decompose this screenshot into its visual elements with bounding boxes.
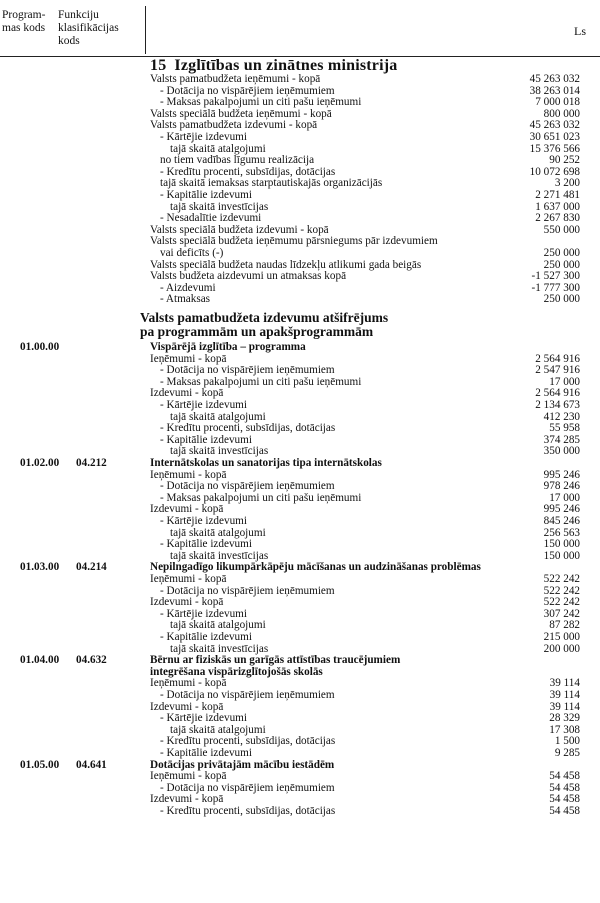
row-label: Ieņēmumi - kopā xyxy=(150,770,227,783)
row-value: 1 500 xyxy=(554,735,580,748)
row-label: Izdevumi - kopā xyxy=(150,700,224,713)
table-row xyxy=(0,608,600,620)
function-code: 04.212 xyxy=(76,457,107,469)
row-label: - Kapitālie izdevumi xyxy=(160,189,252,201)
row-value: 39 114 xyxy=(549,700,580,713)
table-row xyxy=(0,677,600,689)
row-value: 54 458 xyxy=(549,793,580,806)
row-label: Valsts pamatbudžeta ieņēmumi - kopā xyxy=(150,73,321,85)
row-label: Valsts budžeta aizdevumi un atmaksas kopā xyxy=(150,270,347,283)
row-value: 307 242 xyxy=(543,607,580,620)
section-title-line: Valsts pamatbudžeta izdevumu atšifrējums xyxy=(140,310,389,325)
row-label: Ieņēmumi - kopā xyxy=(150,468,227,481)
table-row xyxy=(0,293,600,305)
row-value: 522 242 xyxy=(543,573,580,585)
row-value: 10 072 698 xyxy=(529,165,580,178)
row-value: 256 563 xyxy=(543,526,580,539)
table-row xyxy=(0,596,600,608)
row-label: - Dotācija no vispārējiem ieņēmumiem xyxy=(160,689,335,701)
row-value: 17 308 xyxy=(549,723,580,736)
table-row xyxy=(0,166,600,178)
row-label: Valsts speciālā budžeta naudas līdzekļu atlikumi gada beigās xyxy=(150,258,422,271)
table-row xyxy=(0,399,600,411)
row-value: 87 282 xyxy=(549,619,580,632)
row-label: - Aizdevumi xyxy=(160,281,216,294)
table-row xyxy=(0,119,600,131)
table-row xyxy=(0,712,600,724)
row-value: 2 564 916 xyxy=(535,352,580,365)
table-row xyxy=(0,515,600,527)
row-label: - Maksas pakalpojumi un citi pašu ieņēmumi xyxy=(160,96,362,109)
program-heading xyxy=(0,654,600,666)
table-row xyxy=(0,538,600,550)
row-label: - Kapitālie izdevumi xyxy=(160,538,252,551)
row-label: Izdevumi - kopā xyxy=(150,596,224,609)
function-code: 04.641 xyxy=(76,758,107,771)
row-label: no tiem vadības līgumu realizācija xyxy=(160,154,315,167)
row-value: 1 637 000 xyxy=(535,200,580,213)
table-row xyxy=(0,550,600,562)
table-row xyxy=(0,364,600,376)
row-value: 800 000 xyxy=(543,107,580,120)
row-label: - Dotācija no vispārējiem ieņēmumiem xyxy=(160,480,335,493)
row-label: - Dotācija no vispārējiem ieņēmumiem xyxy=(160,84,335,97)
table-row xyxy=(0,619,600,631)
header-divider xyxy=(145,6,146,54)
table-row xyxy=(0,480,600,492)
function-code: 04.214 xyxy=(76,561,107,574)
row-label: - Dotācija no vispārējiem ieņēmumiem xyxy=(160,781,335,794)
row-label: tajā skaitā atalgojumi xyxy=(170,142,266,155)
row-value: 15 376 566 xyxy=(529,142,580,155)
table-row xyxy=(0,282,600,294)
table-row xyxy=(0,411,600,423)
table-row xyxy=(0,224,600,236)
table-row xyxy=(0,131,600,143)
row-label: Valsts speciālā budžeta izdevumi - kopā xyxy=(150,223,329,236)
row-label: - Dotācija no vispārējiem ieņēmumiem xyxy=(160,584,335,597)
row-label: - Kredītu procenti, subsīdijas, dotācijas xyxy=(160,165,336,178)
row-label: - Kārtējie izdevumi xyxy=(160,399,247,411)
row-value: 54 458 xyxy=(549,770,580,783)
table-row xyxy=(0,259,600,271)
table-row xyxy=(0,96,600,108)
table-row xyxy=(0,434,600,446)
row-label: Ieņēmumi - kopā xyxy=(150,573,227,585)
table-row xyxy=(0,270,600,282)
row-value: 7 000 018 xyxy=(535,96,580,109)
row-value: 9 285 xyxy=(554,747,580,759)
row-value: 2 134 673 xyxy=(535,399,580,411)
table-row xyxy=(0,212,600,224)
row-label: vai deficīts (-) xyxy=(160,247,224,259)
table-row xyxy=(0,805,600,817)
row-value: 54 458 xyxy=(549,781,580,794)
table-row xyxy=(0,585,600,597)
row-label: - Kārtējie izdevumi xyxy=(160,712,247,725)
program-heading xyxy=(0,666,600,678)
row-value: 374 285 xyxy=(543,433,580,446)
table-row xyxy=(0,724,600,736)
table-row xyxy=(0,189,600,201)
row-value: 522 242 xyxy=(543,584,580,597)
row-value: 2 271 481 xyxy=(535,189,580,201)
row-value: 250 000 xyxy=(543,247,580,259)
row-label: - Kredītu procenti, subsīdijas, dotācijas xyxy=(160,805,336,817)
table-row xyxy=(0,631,600,643)
row-value: 39 114 xyxy=(549,677,580,690)
row-value: 978 246 xyxy=(543,480,580,493)
program-code: 01.05.00 xyxy=(20,758,60,771)
program-title: Vispārējā izglītība – programma xyxy=(150,341,306,353)
program-code: 01.00.00 xyxy=(20,341,60,353)
row-label: - Kredītu procenti, subsīdijas, dotācijas xyxy=(160,735,336,748)
row-value: 45 263 032 xyxy=(529,73,580,85)
table-row xyxy=(0,108,600,120)
table-row xyxy=(0,247,600,259)
program-code: 01.03.00 xyxy=(20,561,60,574)
row-label: tajā skaitā iemaksas starptautiskajās organizācijās xyxy=(160,177,383,190)
row-value: 28 329 xyxy=(549,712,580,725)
table-row xyxy=(0,235,600,247)
row-value: 412 230 xyxy=(543,410,580,423)
program-title: Nepilngadīgo likumpārkāpēju mācīšanas un audzināšanas problēmas xyxy=(150,561,481,574)
row-value: 90 252 xyxy=(549,154,580,167)
row-value: 995 246 xyxy=(543,468,580,481)
table-row xyxy=(0,201,600,213)
table-row xyxy=(0,503,600,515)
table-row xyxy=(0,770,600,782)
row-value: 250 000 xyxy=(543,258,580,271)
table-row xyxy=(0,422,600,434)
row-label: tajā skaitā atalgojumi xyxy=(170,410,266,423)
row-label: Ieņēmumi - kopā xyxy=(150,677,227,690)
row-label: Valsts pamatbudžeta izdevumi - kopā xyxy=(150,119,318,132)
row-value: 215 000 xyxy=(543,631,580,643)
table-row xyxy=(0,353,600,365)
row-label: - Kārtējie izdevumi xyxy=(160,131,247,143)
row-value: 2 547 916 xyxy=(535,364,580,377)
row-label: - Atmaksas xyxy=(160,293,211,306)
ministry-number: 15 xyxy=(150,57,167,74)
row-label: - Maksas pakalpojumi un citi pašu ieņēmumi xyxy=(160,491,362,504)
row-label: Izdevumi - kopā xyxy=(150,387,224,400)
table-row xyxy=(0,143,600,155)
table-row xyxy=(0,573,600,585)
row-label: Izdevumi - kopā xyxy=(150,503,224,516)
table-row xyxy=(0,492,600,504)
row-value: 250 000 xyxy=(543,293,580,306)
row-value: 2 564 916 xyxy=(535,387,580,400)
table-row xyxy=(0,701,600,713)
program-title: Internātskolas un sanatorijas tipa internātskolas xyxy=(150,457,382,469)
table-row xyxy=(0,793,600,805)
row-value: 3 200 xyxy=(554,177,580,190)
table-row xyxy=(0,689,600,701)
row-value: 200 000 xyxy=(543,642,580,655)
program-code: 01.04.00 xyxy=(20,654,60,667)
table-row xyxy=(0,376,600,388)
row-label: - Kārtējie izdevumi xyxy=(160,515,247,527)
header-currency: Ls xyxy=(574,24,586,38)
table-row xyxy=(0,387,600,399)
program-code: 01.02.00 xyxy=(20,457,60,469)
row-value: 30 651 023 xyxy=(529,131,580,143)
row-value: 350 000 xyxy=(543,445,580,458)
table-row xyxy=(0,177,600,189)
row-label: - Maksas pakalpojumi un citi pašu ieņēmumi xyxy=(160,375,362,388)
row-label: tajā skaitā investīcijas xyxy=(170,549,269,562)
row-label: - Kredītu procenti, subsīdijas, dotācijas xyxy=(160,422,336,435)
table-row xyxy=(0,85,600,97)
row-label: Valsts speciālā budžeta ieņēmumu pārsniegums pār izdevumiem xyxy=(150,235,438,248)
row-value: 55 958 xyxy=(549,422,580,435)
table-row xyxy=(0,747,600,759)
row-label: tajā skaitā investīcijas xyxy=(170,445,269,458)
table-row xyxy=(0,782,600,794)
table-row xyxy=(0,154,600,166)
row-label: - Dotācija no vispārējiem ieņēmumiem xyxy=(160,364,335,377)
row-value: 995 246 xyxy=(543,503,580,516)
program-heading xyxy=(0,561,600,573)
row-label: Ieņēmumi - kopā xyxy=(150,352,227,365)
row-label: tajā skaitā atalgojumi xyxy=(170,723,266,736)
row-label: tajā skaitā atalgojumi xyxy=(170,619,266,632)
row-value: 38 263 014 xyxy=(529,84,580,97)
table-header xyxy=(0,6,600,57)
row-value: 150 000 xyxy=(543,549,580,562)
row-label: Izdevumi - kopā xyxy=(150,793,224,806)
program-title: Bērnu ar fiziskās un garīgās attīstības traucējumiem xyxy=(150,654,401,667)
row-label: - Kapitālie izdevumi xyxy=(160,631,252,643)
header-function-code: Funkciju klasifikācijas kods xyxy=(58,9,119,47)
program-title: integrēšana vispārizglītojošās skolās xyxy=(150,665,323,678)
table-row xyxy=(0,735,600,747)
row-value: 17 000 xyxy=(549,375,580,388)
table-row xyxy=(0,643,600,655)
row-value: -1 527 300 xyxy=(531,270,580,283)
row-value: 2 267 830 xyxy=(535,212,580,225)
row-value: 45 263 032 xyxy=(529,119,580,132)
row-value: 550 000 xyxy=(543,223,580,236)
row-value: 54 458 xyxy=(549,805,580,817)
row-value: -1 777 300 xyxy=(531,281,580,294)
program-heading xyxy=(0,759,600,771)
row-label: tajā skaitā atalgojumi xyxy=(170,526,266,539)
header-program-code: Program- mas kods xyxy=(2,9,46,34)
row-value: 17 000 xyxy=(549,491,580,504)
table-row xyxy=(0,73,600,85)
row-label: tajā skaitā investīcijas xyxy=(170,642,269,655)
row-label: Valsts speciālā budžeta ieņēmumi - kopā xyxy=(150,107,332,120)
row-label: - Kapitālie izdevumi xyxy=(160,433,252,446)
program-title: Dotācijas privātajām mācību iestādēm xyxy=(150,758,335,771)
table-row xyxy=(0,469,600,481)
function-code: 04.632 xyxy=(76,654,107,667)
row-value: 522 242 xyxy=(543,596,580,609)
row-value: 39 114 xyxy=(549,689,580,701)
row-value: 150 000 xyxy=(543,538,580,551)
section-title-line: pa programmām un apakšprogrammām xyxy=(140,323,374,339)
program-heading xyxy=(0,341,600,353)
program-heading xyxy=(0,457,600,469)
row-label: tajā skaitā investīcijas xyxy=(170,200,269,213)
row-label: - Nesadalītie izdevumi xyxy=(160,212,262,225)
ministry-name: Izglītības un zinātnes ministrija xyxy=(174,57,398,74)
table-row xyxy=(0,445,600,457)
table-row xyxy=(0,527,600,539)
row-label: - Kārtējie izdevumi xyxy=(160,607,247,620)
row-label: - Kapitālie izdevumi xyxy=(160,747,252,759)
row-value: 845 246 xyxy=(543,515,580,527)
